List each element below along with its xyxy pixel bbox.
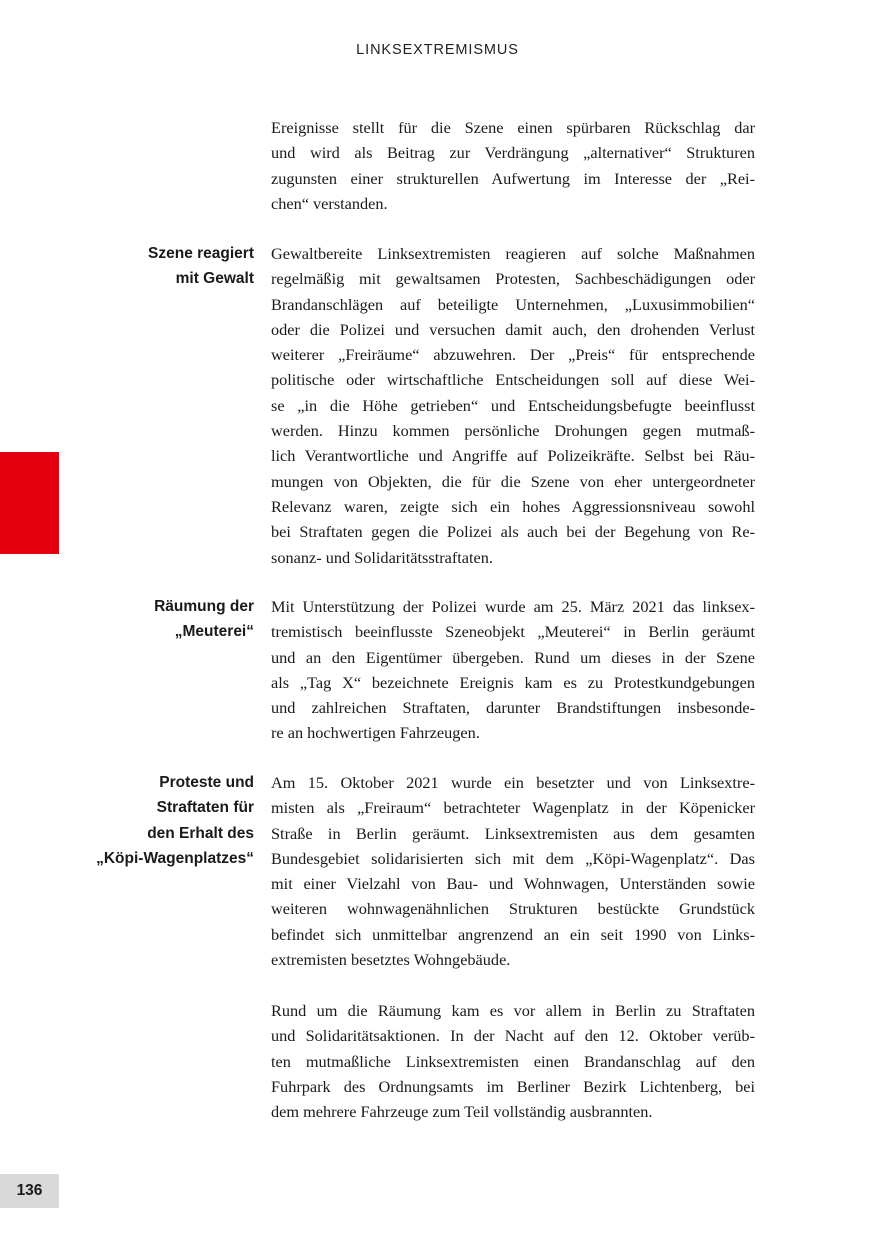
- text-line: weiterer „Freiräume“ abzuwehren. Der „Preis“ für entsprechende: [271, 345, 755, 365]
- text-line: Bundesgebiet solidarisierten sich mit dem „Köpi-Wagenplatz“. Das: [271, 848, 755, 868]
- running-title: LINKSEXTREMISMUS: [356, 42, 519, 58]
- body-paragraph: [271, 770, 755, 972]
- text-line: mit einer Vielzahl von Bau- und Wohnwagen, Unterständen sowie: [271, 874, 755, 894]
- text-line: politische oder wirtschaftliche Entscheidungen soll auf diese Wei-: [271, 370, 755, 390]
- text-line: Brandanschlägen auf beteiligte Unternehmen, „Luxusimmobilien“: [271, 294, 755, 314]
- body-paragraph: [271, 594, 755, 746]
- text-line: Mit Unterstützung der Polizei wurde am 25. März 2021 das linksex-: [271, 597, 755, 616]
- text-line: chen“ verstanden.: [271, 193, 388, 213]
- marginal-heading-line: Szene reagiert: [148, 245, 254, 262]
- text-line: und an den Eigentümer übergeben. Rund um dieses in der Szene: [271, 647, 755, 667]
- body-paragraph: [271, 115, 755, 216]
- marginal-heading: [54, 770, 254, 871]
- text-line: als „Tag X“ bezeichnete Ereignis kam es zu Protestkundgebungen: [271, 672, 755, 692]
- text-line: se „in die Höhe getrieben“ und Entscheidungsbefugte beeinflusst: [271, 395, 755, 415]
- text-line: dem mehrere Fahrzeuge zum Teil vollständig ausbrannten.: [271, 1102, 653, 1122]
- marginal-heading-line: Straftaten für: [156, 799, 254, 817]
- text-line: und Solidaritätsaktionen. In der Nacht auf den 12. Oktober verüb-: [271, 1026, 755, 1046]
- text-line: Fuhrpark des Ordnungsamts im Berliner Bezirk Lichtenberg, bei: [271, 1076, 755, 1096]
- text-line: re an hochwertigen Fahrzeugen.: [271, 723, 480, 743]
- body-paragraph: [271, 998, 755, 1124]
- page-number: 136: [16, 1182, 43, 1199]
- chapter-color-tab: [0, 452, 59, 554]
- marginal-heading-line: mit Gewalt: [175, 270, 254, 288]
- text-line: weiteren wohnwagenähnlichen Strukturen bestückte Grundstück: [271, 899, 755, 919]
- marginal-heading-line: „Meuterei“: [174, 623, 254, 641]
- text-line: Straße in Berlin geräumt. Linksextremisten aus dem gesamten: [271, 823, 755, 843]
- text-line: oder die Polizei und versuchen damit auch, den drohenden Verlust: [271, 319, 755, 339]
- text-line: lich Verantwortliche und Angriffe auf Polizeikräfte. Selbst bei Räu-: [271, 446, 755, 466]
- text-line: tremistisch beeinflusste Szeneobjekt „Meuterei“ in Berlin geräumt: [271, 622, 755, 642]
- text-line: bei Straftaten gegen die Polizei als auch bei der Begehung von Re-: [271, 522, 755, 542]
- text-line: Ereignisse stellt für die Szene einen spürbaren Rückschlag dar: [271, 118, 755, 137]
- marginal-heading: [54, 594, 254, 645]
- text-line: Relevanz waren, zeigte sich ein hohes Aggressionsniveau sowohl: [271, 496, 755, 516]
- text-line: Am 15. Oktober 2021 wurde ein besetzter und von Linksextre-: [271, 773, 755, 792]
- text-line: und wird als Beitrag zur Verdrängung „alternativer“ Strukturen: [271, 143, 755, 163]
- text-line: und zahlreichen Straftaten, darunter Brandstiftungen insbesonde-: [271, 698, 755, 718]
- text-line: misten als „Freiraum“ betrachteter Wagenplatz in der Köpenicker: [271, 798, 755, 818]
- marginal-heading-line: „Köpi-Wagenplatzes“: [96, 849, 254, 867]
- text-line: ten mutmaßliche Linksextremisten einen Brandanschlag auf den: [271, 1051, 755, 1071]
- body-paragraph: [271, 241, 755, 570]
- text-line: regelmäßig mit gewaltsamen Protesten, Sachbeschädigungen oder: [271, 269, 755, 289]
- page-number-box: [0, 1174, 59, 1208]
- marginal-heading-line: Räumung der: [154, 598, 254, 615]
- marginal-heading-line: den Erhalt des: [147, 824, 254, 842]
- text-line: zugunsten einer strukturellen Aufwertung im Interesse der „Rei-: [271, 168, 755, 188]
- marginal-heading: [54, 241, 254, 292]
- text-line: extremisten besetztes Wohngebäude.: [271, 950, 511, 970]
- text-line: werden. Hinzu kommen persönliche Drohungen gegen mutmaß-: [271, 421, 755, 441]
- text-line: mungen von Objekten, die für die Szene von eher untergeordneter: [271, 471, 755, 491]
- text-line: befindet sich unmittelbar angrenzend an ein seit 1990 von Links-: [271, 924, 755, 944]
- text-line: sonanz- und Solidaritätsstraftaten.: [271, 547, 493, 567]
- text-line: Rund um die Räumung kam es vor allem in Berlin zu Straftaten: [271, 1001, 755, 1020]
- text-line: Gewaltbereite Linksextremisten reagieren auf solche Maßnahmen: [271, 244, 755, 263]
- marginal-heading-line: Proteste und: [159, 774, 254, 791]
